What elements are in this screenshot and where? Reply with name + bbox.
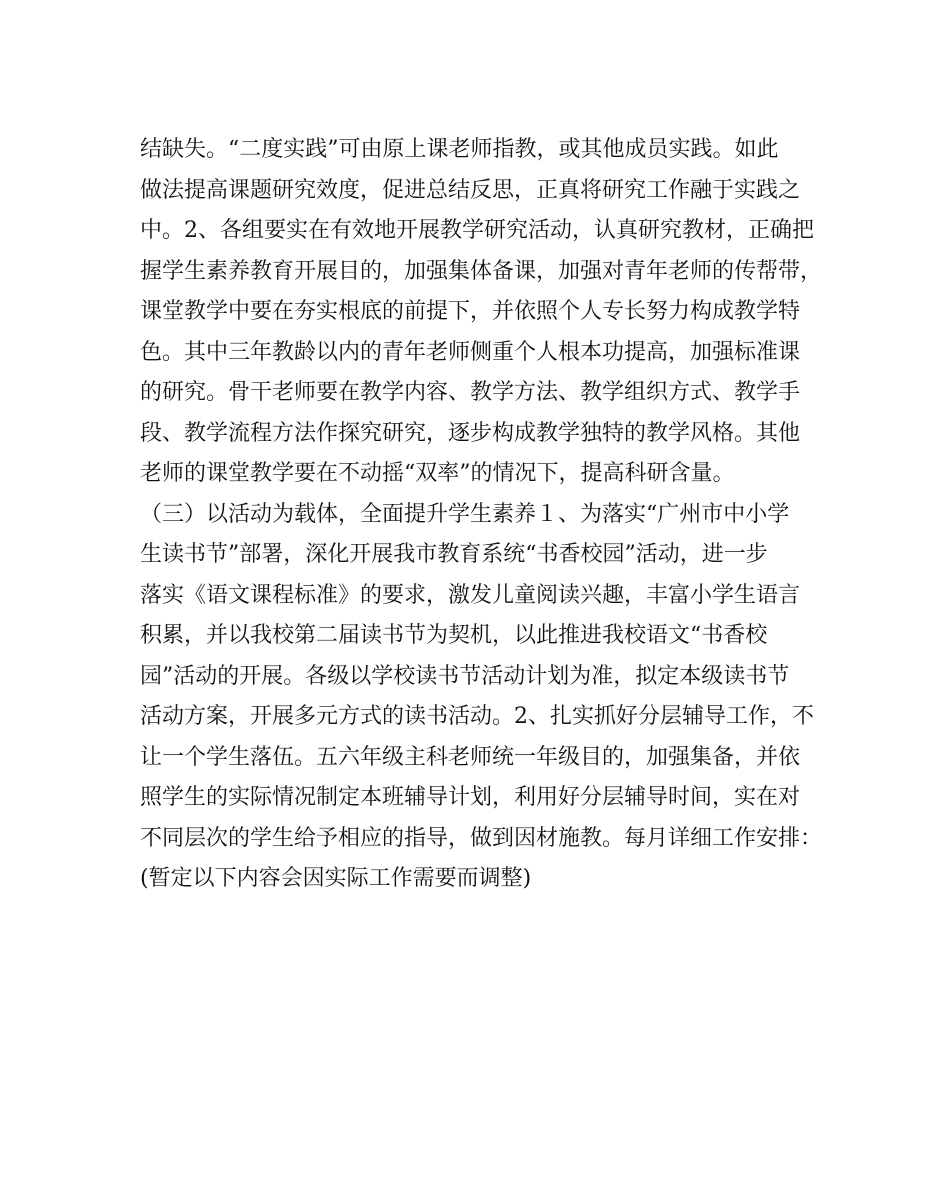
text-line-1: 结缺失。“二度实践”可由原上课老师指教，或其他成员实践。如此 xyxy=(140,137,779,162)
text-line-19: (暂定以下内容会因实际工作需要而调整) xyxy=(140,866,532,891)
text-line-11: 生读书节”部署，深化开展我市教育系统“书香校园”活动，进一步 xyxy=(140,542,768,567)
text-line-3: 中。2、各组要实在有效地开展教学研究活动，认真研究教材，正确把 xyxy=(140,218,814,243)
text-line-8: 段、教学流程方法作探究研究，逐步构成教学独特的教学风格。其他 xyxy=(140,420,801,446)
text-line-10: （三）以活动为载体，全面提升学生素养１、为落实“广州市中小学 xyxy=(140,501,790,527)
text-line-7: 的研究。骨干老师要在教学内容、教学方法、教学组织方式、教学手 xyxy=(140,380,801,405)
text-line-6: 色。其中三年教龄以内的青年老师侧重个人根本功提高，加强标准课 xyxy=(140,339,801,365)
text-line-2: 做法提高课题研究效度，促进总结反思，正真将研究工作融于实践之 xyxy=(140,177,801,203)
text-line-14: 园”活动的开展。各级以学校读书节活动计划为准，拟定本级读书节 xyxy=(140,663,790,689)
text-line-12: 落实《语文课程标准》的要求，激发儿童阅读兴趣，丰富小学生语言 xyxy=(140,582,801,608)
text-line-13: 积累，并以我校第二届读书节为契机，以此推进我校语文“书香校 xyxy=(140,623,768,648)
text-line-17: 照学生的实际情况制定本班辅导计划，利用好分层辅导时间，实在对 xyxy=(140,785,801,810)
text-line-18: 不同层次的学生给予相应的指导，做到因材施教。每月详细工作安排： xyxy=(140,825,823,851)
text-line-5: 课堂教学中要在夯实根底的前提下，并依照个人专长努力构成教学特 xyxy=(140,299,801,324)
text-line-4: 握学生素养教育开展目的，加强集体备课，加强对青年老师的传帮带， xyxy=(140,258,823,284)
text-line-9: 老师的课堂教学要在不动摇“双率”的情况下，提高科研含量。 xyxy=(140,461,735,486)
text-line-15: 活动方案，开展多元方式的读书活动。2、扎实抓好分层辅导工作，不 xyxy=(140,704,814,729)
body-text xyxy=(140,130,823,900)
text-line-16: 让一个学生落伍。五六年级主科老师统一年级目的，加强集备，并依 xyxy=(140,744,801,770)
